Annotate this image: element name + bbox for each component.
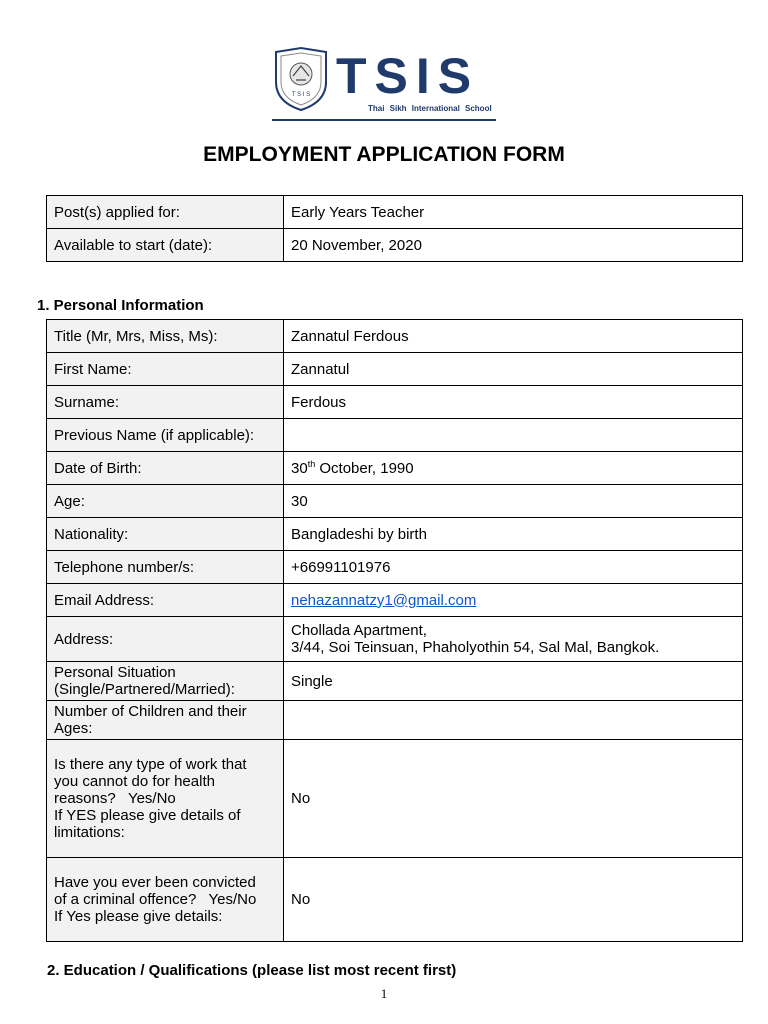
page-number: 1 (380, 986, 388, 1001)
address-label: Address: (47, 617, 284, 662)
logo-underline (272, 119, 496, 121)
post-applied-value: Early Years Teacher (284, 196, 743, 229)
table-row (47, 353, 743, 386)
post-applied-label: Post(s) applied for: (47, 196, 284, 229)
personal-info-heading: 1. Personal Information (37, 297, 204, 314)
dob-suffix: th (307, 458, 316, 469)
page-title: EMPLOYMENT APPLICATION FORM (203, 143, 565, 166)
table-row (47, 584, 743, 617)
criminal-label-line: of a criminal offence? Yes/No (54, 891, 257, 908)
personal-situation-value: Single (284, 662, 743, 701)
first-name-value: Zannatul (284, 353, 743, 386)
table-row (47, 229, 743, 262)
table-row (47, 452, 743, 485)
table-row (47, 701, 743, 740)
address-line-1: Chollada Apartment, (291, 622, 427, 639)
dob-value (284, 452, 743, 485)
nationality-value: Bangladeshi by birth (284, 518, 743, 551)
health-label-line: Is there any type of work that (54, 756, 247, 773)
previous-name-label: Previous Name (if applicable): (47, 419, 284, 452)
table-row (47, 320, 743, 353)
telephone-value: +66991101976 (284, 551, 743, 584)
telephone-label: Telephone number/s: (47, 551, 284, 584)
personal-situation-label (47, 662, 284, 701)
logo-brand-text: TSIS (336, 48, 480, 104)
email-label: Email Address: (47, 584, 284, 617)
previous-name-value (284, 419, 743, 452)
health-label (47, 740, 284, 858)
children-label (47, 701, 284, 740)
criminal-value: No (284, 858, 743, 942)
first-name-label: First Name: (47, 353, 284, 386)
criminal-label (47, 858, 284, 942)
start-date-label: Available to start (date): (47, 229, 284, 262)
post-table (46, 195, 743, 262)
health-value: No (284, 740, 743, 858)
email-link[interactable]: nehazannatzy1@gmail.com (291, 591, 477, 609)
criminal-label-line: If Yes please give details: (54, 908, 223, 925)
address-value (284, 617, 743, 662)
age-value: 30 (284, 485, 743, 518)
title-value: Zannatul Ferdous (284, 320, 743, 353)
children-label-line: Ages: (54, 720, 93, 737)
health-label-line: limitations: (54, 824, 125, 841)
personal-situation-label-line: (Single/Partnered/Married): (54, 681, 235, 698)
table-row (47, 662, 743, 701)
table-row (47, 386, 743, 419)
health-label-line: reasons? Yes/No (54, 790, 176, 807)
logo-subtitle: Thai Sikh International School (368, 104, 492, 113)
education-heading: 2. Education / Qualifications (please list most recent first) (47, 962, 457, 979)
table-row (47, 485, 743, 518)
address-line-2: 3/44, Soi Teinsuan, Phaholyothin 54, Sal Mal, Bangkok. (291, 639, 660, 656)
dob-rest: October, 1990 (315, 459, 414, 477)
crest-text: T S I S (291, 92, 311, 98)
dob-label: Date of Birth: (47, 452, 284, 485)
personal-info-table (46, 319, 743, 942)
email-value-cell (284, 584, 743, 617)
school-crest-icon (272, 46, 330, 112)
children-value (284, 701, 743, 740)
age-label: Age: (47, 485, 284, 518)
health-label-line: you cannot do for health (54, 773, 215, 790)
surname-value: Ferdous (284, 386, 743, 419)
children-label-line: Number of Children and their (54, 703, 247, 720)
personal-situation-label-line: Personal Situation (54, 664, 176, 681)
start-date-value: 20 November, 2020 (284, 229, 743, 262)
table-row (47, 196, 743, 229)
school-logo (272, 46, 498, 124)
table-row (47, 740, 743, 858)
nationality-label: Nationality: (47, 518, 284, 551)
table-row (47, 518, 743, 551)
dob-day: 30 (291, 459, 308, 477)
title-label: Title (Mr, Mrs, Miss, Ms): (47, 320, 284, 353)
criminal-label-line: Have you ever been convicted (54, 874, 256, 891)
table-row (47, 419, 743, 452)
table-row (47, 617, 743, 662)
table-row (47, 551, 743, 584)
table-row (47, 858, 743, 942)
surname-label: Surname: (47, 386, 284, 419)
health-label-line: If YES please give details of (54, 807, 241, 824)
